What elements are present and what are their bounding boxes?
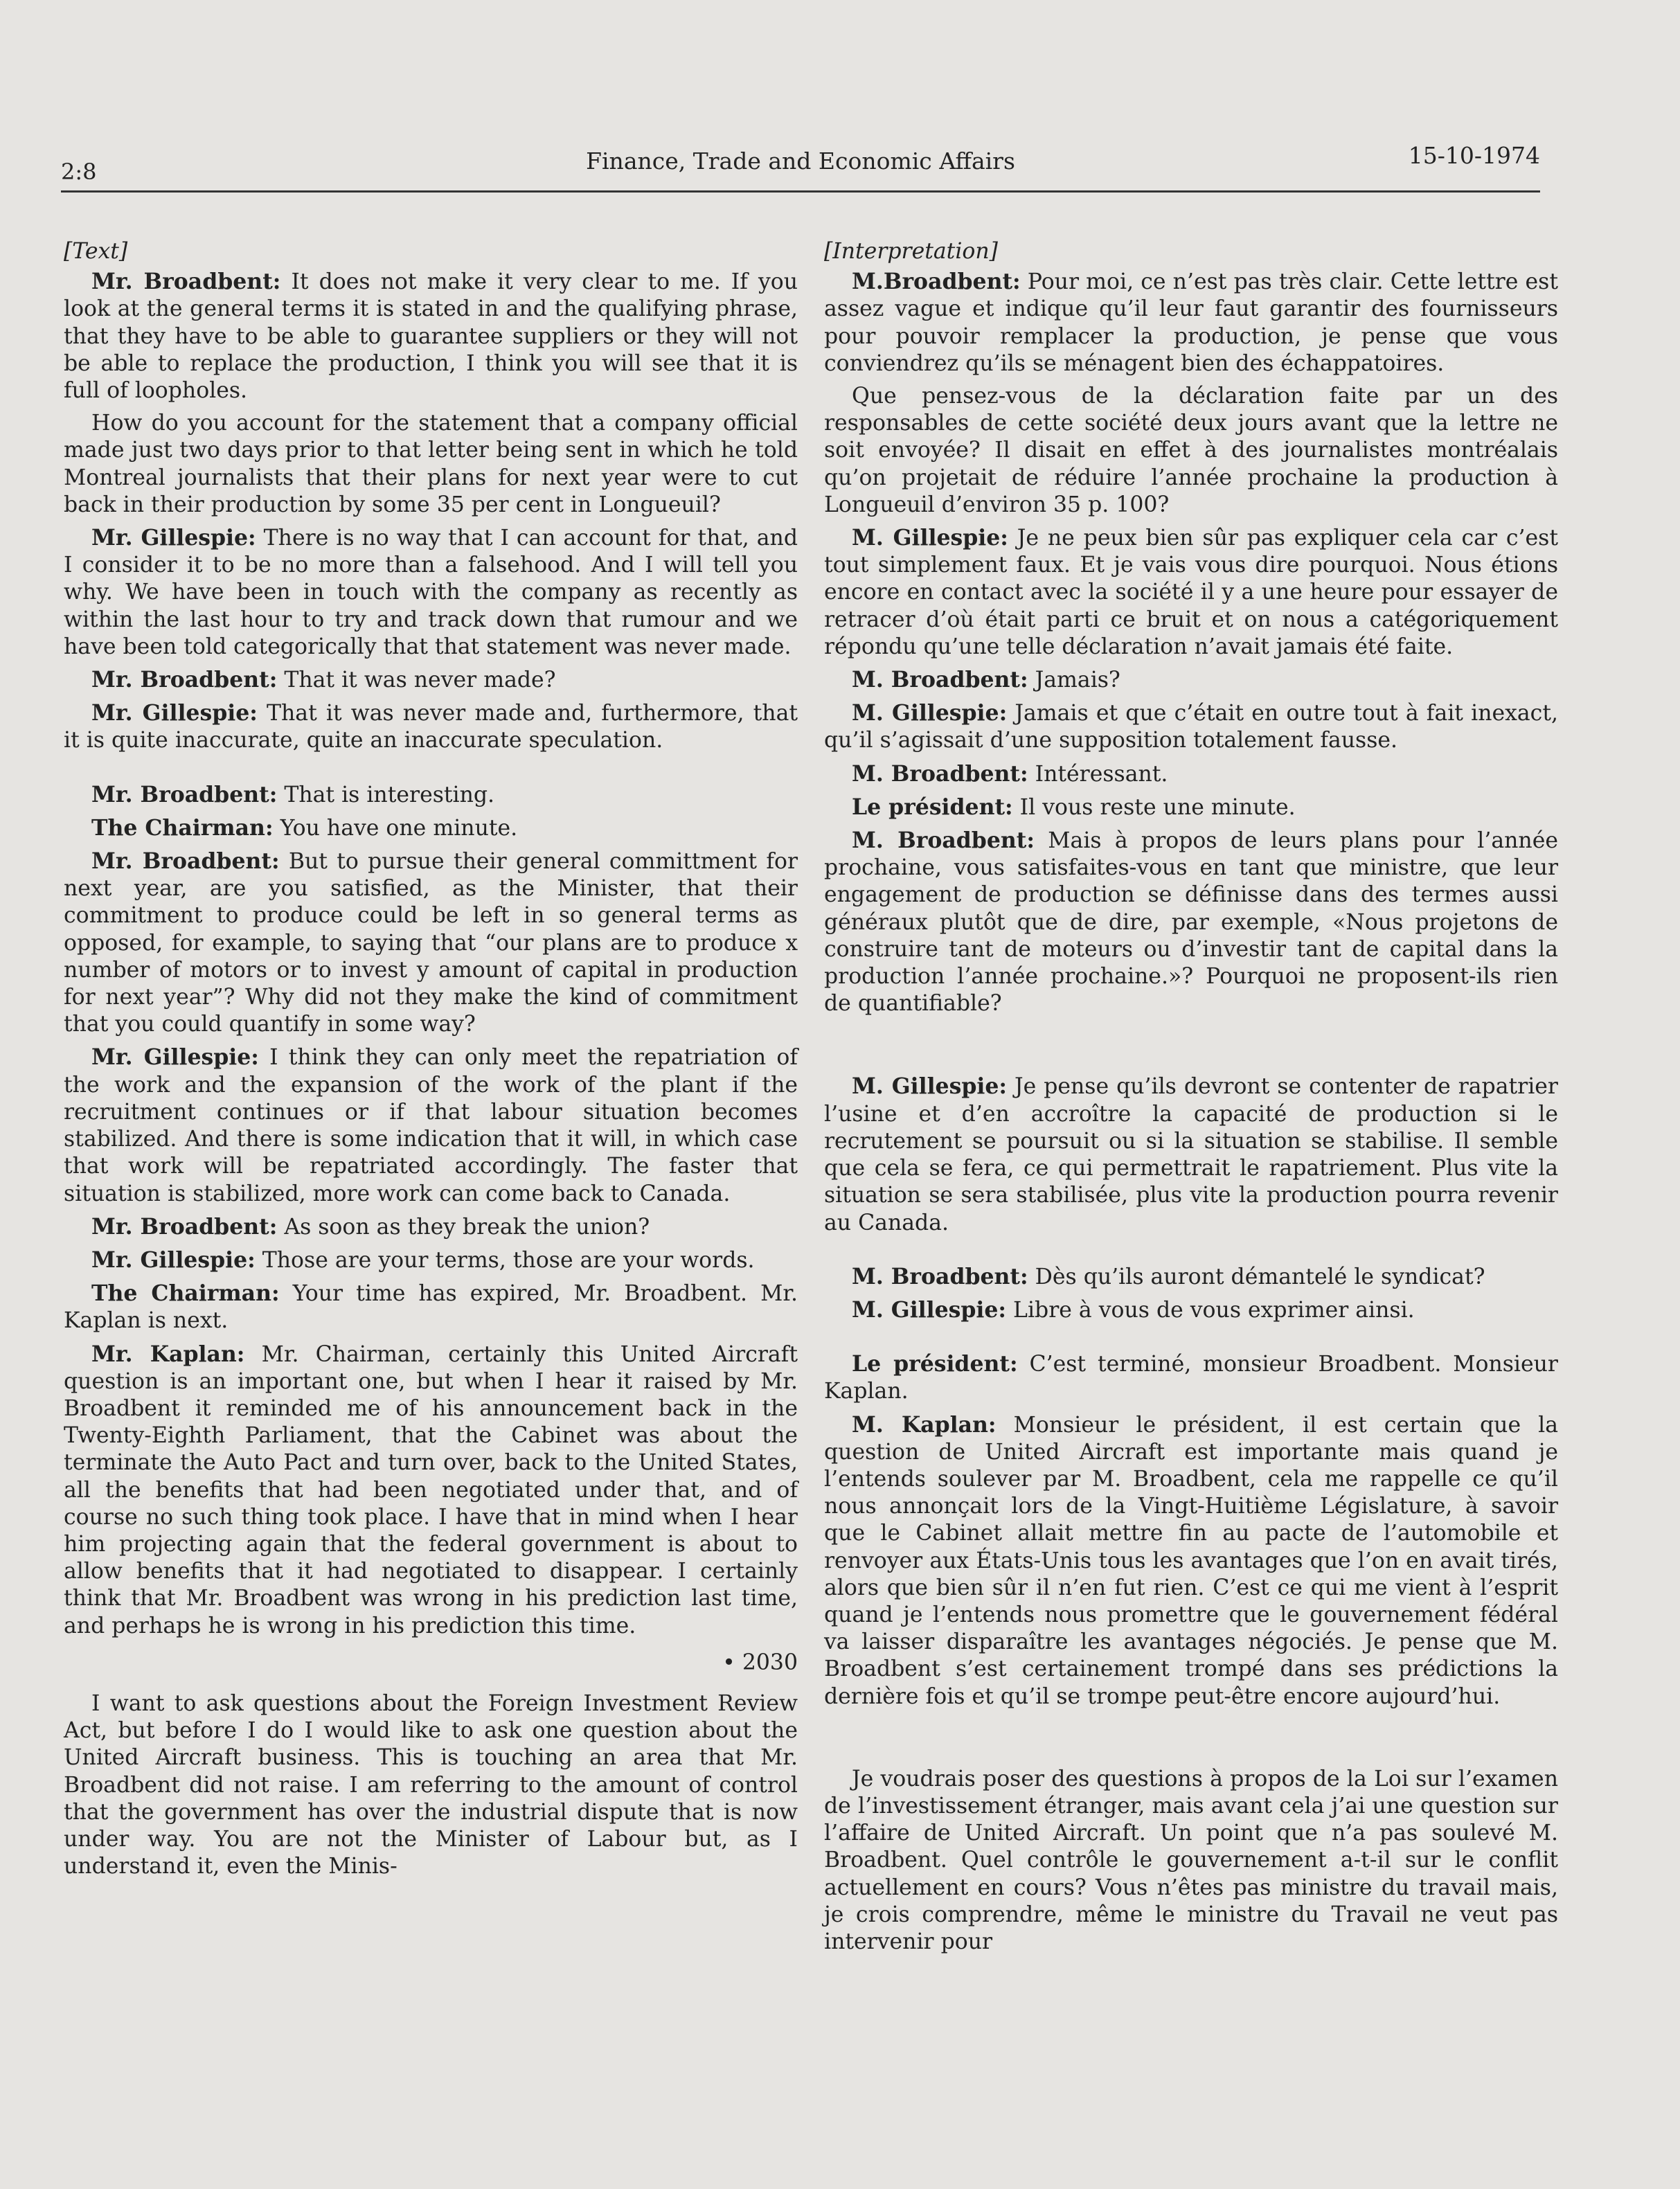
section-label: [Interpretation] <box>824 239 998 264</box>
speaker: Mr. Broadbent: <box>91 781 278 807</box>
paragraph <box>64 781 798 809</box>
speech: Je ne peux bien sûr pas expliquer cela car c’est tout simplement faux. Et je vais vous dire pourquoi. Nous étions encore en contact avec la société il y a une heure pour essayer de retracer d’où était parti ce bruit et on nous a catégoriquement répondu qu’une telle déclaration n’avait jamais été faite. <box>824 526 1558 659</box>
paragraph <box>824 666 1558 694</box>
english-column <box>64 238 798 1886</box>
speaker: M.Broadbent: <box>852 269 1021 295</box>
header-title: Finance, Trade and Economic Affairs <box>586 148 1015 175</box>
paragraph <box>824 794 1558 821</box>
speech: Intéressant. <box>1028 761 1168 787</box>
speaker: M. Gillespie: <box>852 1296 1007 1323</box>
speech: Mr. Chairman, certainly this United Aircraft question is an important one, but when I hear it raised by Mr. Broadbent it reminded me of his announcement back in the Twenty-Eighth Parliament, that the Cabinet was about the terminate the Auto Pact and turn over, back to the United States, all the benefits that had been negotiated under that, and of course no such thing took place. I have that in mind when I hear him projecting again that the federal government is about to allow benefits that it had negotiated to disappear. I certainly think that Mr. Broadbent was wrong in his prediction last time, and perhaps he is wrong in his prediction this time. <box>64 1341 798 1638</box>
paragraph <box>64 268 798 404</box>
speech: Your time has expired, Mr. Broadbent. Mr. Kaplan is next. <box>64 1281 798 1334</box>
page-number: 2:8 <box>61 159 97 185</box>
paragraph <box>64 410 798 519</box>
speech: You have one minute. <box>273 815 518 841</box>
speech: Je pense qu’ils devront se contenter de rapatrier l’usine et d’en accroître la capacité de production si le recrutement se poursuit ou si la situation se stabilise. Il semble que cela se fera, ce qui permettrait le rapatriement. Plus vite la situation se sera stabilisée, plus vite la production pourra revenir au Canada. <box>824 1074 1558 1235</box>
paragraph <box>64 524 798 661</box>
speaker: Mr. Gillespie: <box>91 700 258 726</box>
time-marker: • 2030 <box>722 1650 798 1675</box>
speech: Que pensez-vous de la déclaration faite par un des responsables de cette société deux jours avant que la lettre ne soit envoyée? Il disait en effet à des journalistes montréalais qu’on projetait de réduire l’année prochaine la production à Longueuil d’environ 35 p. 100? <box>824 384 1558 517</box>
speech: That is interesting. <box>277 782 495 807</box>
speaker: M. Broadbent: <box>852 1263 1028 1289</box>
speaker: The Chairman: <box>91 814 274 841</box>
header-date: 15-10-1974 <box>1408 142 1540 169</box>
spacer <box>824 1716 1558 1766</box>
speaker: Mr. Kaplan: <box>91 1341 245 1367</box>
speaker: M. Broadbent: <box>852 760 1028 787</box>
paragraph <box>64 1690 798 1880</box>
speech: Jamais et que c’était en outre tout à fait inexact, qu’il s’agissait d’une supposition totalement fausse. <box>824 701 1558 753</box>
speech: Pour moi, ce n’est pas très clair. Cette lettre est assez vague et indique qu’il leur faut garantir des fournisseurs pour pouvoir remplacer la production, je pense que vous conviendrez qu’ils se ménagent bien des échappatoires. <box>824 269 1558 376</box>
speaker: Mr. Broadbent: <box>91 1213 278 1240</box>
paragraph <box>64 848 798 1038</box>
speech: C’est terminé, monsieur Broadbent. Monsieur Kaplan. <box>824 1352 1558 1404</box>
speaker: Mr. Broadbent: <box>91 667 278 693</box>
speaker: M. Gillespie: <box>852 1073 1007 1100</box>
speech: There is no way that I can account for that, and I consider it to be no more than a falsehood. And I will tell you why. We have been in touch with the company as recently as within the last hour to try and track down that rumour and we have been told categorically that that statement was never made. <box>64 526 798 659</box>
french-column <box>824 238 1558 1961</box>
speech: Il vous reste une minute. <box>1012 794 1296 820</box>
speech: I want to ask questions about the Foreign Investment Review Act, but before I do I would like to ask one question about the United Aircraft business. This is touching an area that Mr. Broadbent did not raise. I am referring to the amount of control that the government has over the industrial dispute that is now under way. You are not the Minister of Labour but, as I understand it, even the Minis- <box>64 1690 798 1879</box>
paragraph <box>824 1766 1558 1956</box>
speech: That it was never made? <box>277 668 556 693</box>
speech: That it was never made and, furthermore, that it is quite inaccurate, quite an inaccurate speculation. <box>64 701 798 753</box>
speech: Mais à propos de leurs plans pour l’année prochaine, vous satisfaites-vous en tant que ministre, que leur engagement de production se définisse dans des termes aussi généraux plutôt que de dire, par exemple, «Nous projetons de construire tant de moteurs ou d’investir tant de capital dans la production l’année prochaine.»? Pourquoi ne proposent-ils rien de quantifiable? <box>824 828 1558 1017</box>
speech: Libre à vous de vous exprimer ainsi. <box>1006 1297 1415 1323</box>
speaker: M. Gillespie: <box>852 525 1008 551</box>
paragraph <box>824 699 1558 754</box>
speech: It does not make it very clear to me. If you look at the general terms it is stated in and the qualifying phrase, that they have to be able to guarantee suppliers or they will not be able to replace the production, I think you will see that it is full of loopholes. <box>64 269 798 404</box>
spacer <box>824 1023 1558 1073</box>
paragraph <box>64 1044 798 1207</box>
speaker: M. Broadbent: <box>852 667 1028 693</box>
paragraph <box>64 699 798 754</box>
speech: I think they can only meet the repatriation of the work and the expansion of the work of the plant if the recruitment continues or if that labour situation becomes stabilized. And there is some indication that it will, in which case that work will be repatriated accordingly. The faster that situation is stabilized, more work can come back to Canada. <box>64 1045 798 1206</box>
spacer <box>64 760 798 781</box>
paragraph <box>64 666 798 694</box>
speaker: The Chairman: <box>91 1280 280 1307</box>
paragraph <box>824 524 1558 661</box>
paragraph <box>824 1411 1558 1710</box>
paragraph <box>64 1213 798 1241</box>
speech: Je voudrais poser des questions à propos de la Loi sur l’examen de l’investissement étranger, mais avant cela j’ai une question sur l’affaire de United Aircraft. Un point que n’a pas soulevé M. Broadbent. Quel contrôle le gouvernement a-t-il sur le conflit actuellement en cours? Vous n’êtes pas ministre du travail mais, je crois comprendre, même le ministre du Travail ne veut pas intervenir pour <box>824 1766 1558 1954</box>
paragraph <box>824 827 1558 1017</box>
running-header <box>61 142 1540 193</box>
speech: Those are your terms, those are your words. <box>255 1247 755 1273</box>
paragraph <box>824 1296 1558 1324</box>
paragraph <box>64 1247 798 1274</box>
paragraph <box>824 1350 1558 1405</box>
speaker: Mr. Gillespie: <box>91 1247 256 1273</box>
speaker: M. Kaplan: <box>852 1411 997 1438</box>
paragraph <box>824 268 1558 377</box>
speech: Monsieur le président, il est certain que la question de United Aircraft est importante mais quand je l’entends soulever par M. Broadbent, cela me rappelle ce qu’il nous annonçait lors de la Vingt-Huitième Législature, à savoir que le Cabinet allait mettre fin au pacte de l’automobile et renvoyer aux États-Unis tous les avantages que l’on en avait tirés, alors que bien sûr il n’en fut rien. C’est ce qui me vient à l’esprit quand je l’entends nous promettre que le gouvernement fédéral va laisser disparaître les avantages négociés. Je pense que M. Broadbent s’est certainement trompé dans ses prédictions la dernière fois et qu’il se trompe peut-être encore aujourd’hui. <box>824 1412 1558 1709</box>
speaker: M. Gillespie: <box>852 700 1008 726</box>
paragraph <box>824 1073 1558 1236</box>
speech: Jamais? <box>1028 668 1120 693</box>
paragraph <box>824 760 1558 788</box>
speech: As soon as they break the union? <box>277 1214 650 1240</box>
paragraph <box>64 1280 798 1334</box>
spacer <box>824 1242 1558 1263</box>
paragraph <box>64 814 798 842</box>
speaker: Le président: <box>852 794 1013 820</box>
section-label: [Text] <box>64 239 128 264</box>
speaker: Mr. Gillespie: <box>91 525 256 551</box>
spacer <box>824 1330 1558 1350</box>
paragraph <box>824 1263 1558 1291</box>
speaker: Mr. Broadbent: <box>91 269 281 295</box>
speech: How do you account for the statement that a company official made just two days prior to that letter being sent in which he told Montreal journalists that their plans for next year were to cut back in their production by some 35 per cent in Longueuil? <box>64 411 798 517</box>
paragraph <box>824 383 1558 519</box>
speaker: Mr. Gillespie: <box>91 1044 259 1071</box>
speech: Dès qu’ils auront démantelé le syndicat? <box>1028 1264 1485 1289</box>
speech: But to pursue their general committment for next year, are you satisfied, as the Minister, that their commitment to produce could be left in so general terms as opposed, for example, to saying that “our plans are to produce x number of motors or to invest y amount of capital in production for next year”? Why did not they make the kind of commitment that you could quantify in some way? <box>64 849 798 1037</box>
speaker: M. Broadbent: <box>852 828 1035 854</box>
paragraph <box>64 1341 798 1640</box>
speaker: Le président: <box>852 1351 1018 1377</box>
speaker: Mr. Broadbent: <box>91 848 280 875</box>
